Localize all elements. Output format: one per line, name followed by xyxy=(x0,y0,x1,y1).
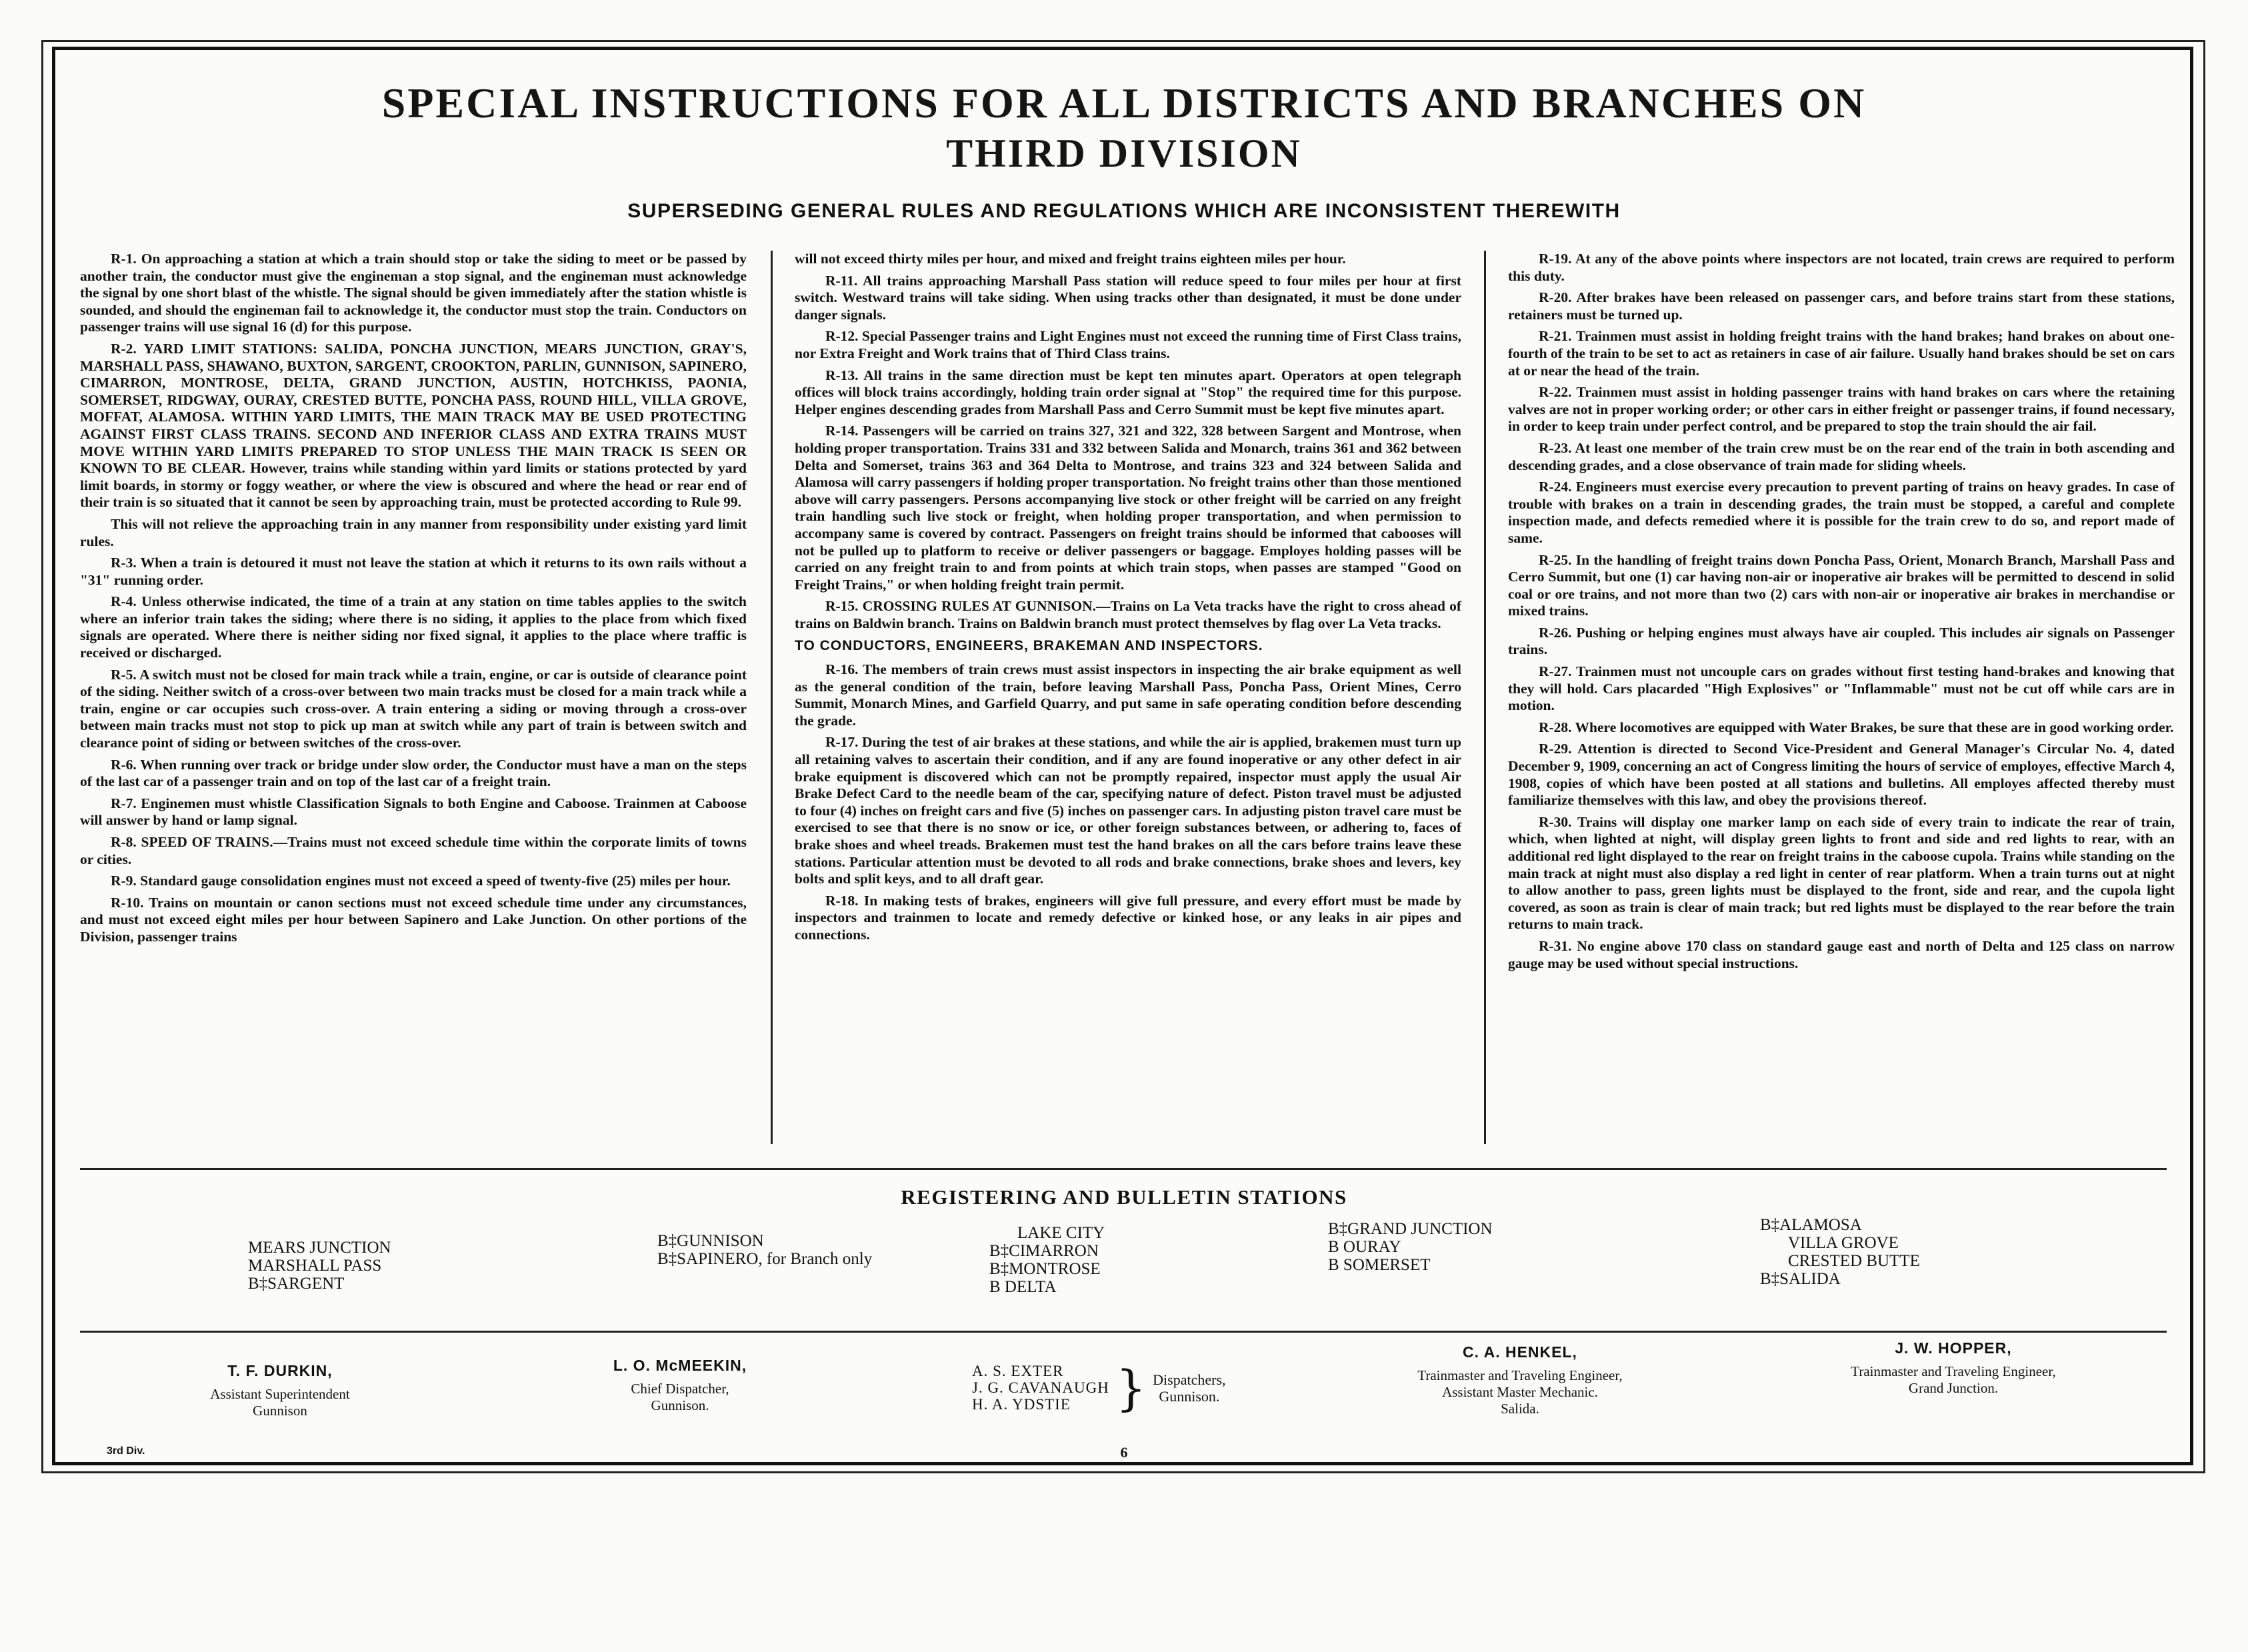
rule-paragraph: R-22. Trainmen must assist in holding passenger trains with hand brakes on cars where the retaining valves are not in proper working order; or other cars in either freight or passenger trains, if found necessary, in order to keep train under perfect control, and be prepared to stop the train should the air fail. xyxy=(1508,384,2175,435)
page-title-line-2: THIRD DIVISION xyxy=(946,131,1302,175)
rule-paragraph: R-27. Trainmen must not uncouple cars on grades without first testing hand-brakes and knowing that they will hold. Cars placarded "High Explosives" or "Inflammable" must not be cut off while cars are in motion. xyxy=(1508,663,2175,714)
section-divider xyxy=(80,1168,2167,1170)
rule-paragraph: R-10. Trains on mountain or canon sections must not exceed schedule time under any circumstances, and must not exceed eight miles per hour between Sapinero and Lake Junction. On other portions of the Division, passenger trains xyxy=(80,894,747,945)
rule-paragraph: R-7. Enginemen must whistle Classification Signals to both Engine and Caboose. Trainmen at Caboose will answer by hand or lamp signal. xyxy=(80,795,747,829)
rule-paragraph: R-18. In making tests of brakes, engineers will give full pressure, and every effort must be made by inspectors and trainmen to locate and remedy defective or kinked hose, or any leaks in air pipes and connections. xyxy=(795,892,1461,943)
signatory-name: L. O. McMEEKIN, xyxy=(613,1357,747,1374)
station-name: LAKE CITY xyxy=(1017,1224,1105,1242)
rule-paragraph: R-17. During the test of air brakes at these stations, and while the air is applied, brakemen must turn up all retaining valves to ascertain their condition, and if any are found inoperative or any other defect in air brake equipment is discovered which can not be promptly repaired, inspector must apply the usual Air Brake Defect Card to the needle beam of the car, specifying nature of defect. Piston travel must be adjusted to four (4) inches on freight cars and five (5) inches on passenger cars. In adjusting piston travel care must be exercised to see that there is no snow or ice, or other foreign substances between, or adhering to, faces of brake shoes and wheel treads. Brakemen must test the hand brakes on all the cars before trains leave these stations. Particular attention must be devoted to all rods and brake connections, brake shoes and levers, key bolts and split keys, and to all draft gear. xyxy=(795,734,1461,887)
rule-paragraph: R-29. Attention is directed to Second Vice-President and General Manager's Circular No. 4, dated December 9, 1909, concerning an act of Congress limiting the hours of service of employes, effective March 4, 1908, copies of which have been posted at all stations and bulletins. All employes affected thereby must familiarize themselves with this law, and obey the provisions thereof. xyxy=(1508,741,2175,809)
station-group-3 xyxy=(989,1224,1105,1296)
rule-paragraph: R-24. Engineers must exercise every precaution to prevent parting of trains on heavy grades. In case of trouble with brakes on a train in descending grades, the train must be stopped, a careful and complete inspection made, and defects remedied where it is possible for the train crew to do so, and report made of same. xyxy=(1508,479,2175,546)
station-name: B‡SAPINERO, for Branch only xyxy=(657,1250,873,1268)
station-name: B‡ALAMOSA xyxy=(1760,1216,1862,1234)
page-number: 6 xyxy=(1120,1444,1128,1461)
signatory-title: Assistant Master Mechanic. xyxy=(1442,1384,1598,1400)
rule-paragraph: R-30. Trains will display one marker lamp on each side of every train to indicate the rear of train, which, when lighted at night, will display green lights to front and side and red lights to rear, with an additional red light displayed to the rear on freight trains in the caboose cupola. Trains while standing on the main track at night must also display a red light in center of rear platform. When a train turns out at night to allow another to pass, green lights must be displayed to the front, side and rear, and the cupola light covered, as soon as train is clear of main track; but red lights must be displayed to the rear before the train returns to main track. xyxy=(1508,813,2175,933)
signature-durkin xyxy=(153,1363,407,1419)
rule-paragraph: R-19. At any of the above points where inspectors are not located, train crews are required to perform this duty. xyxy=(1508,251,2175,284)
signatory-title: Assistant Superintendent xyxy=(210,1386,350,1402)
signatory-location: Gunnison. xyxy=(651,1397,709,1413)
dispatcher-name: H. A. YDSTIE xyxy=(972,1396,1071,1413)
rule-paragraph: R-28. Where locomotives are equipped with Water Brakes, be sure that these are in good working order. xyxy=(1539,719,2174,735)
rule-paragraph: R-23. At least one member of the train crew must be on the rear end of the train in both ascending and descending grades, and a close observance of train made for sliding wheels. xyxy=(1508,439,2175,473)
rule-paragraph: R-11. All trains approaching Marshall Pass station will reduce speed to four miles per hour at first switch. Westward trains will take siding. When using tracks other than designated, it must be done under danger signals. xyxy=(795,272,1461,323)
rule-paragraph: This will not relieve the approaching train in any manner from responsibility under existing yard limit rules. xyxy=(80,515,747,549)
rules-column-1 xyxy=(80,251,747,951)
signature-hopper xyxy=(1767,1340,2140,1397)
station-name: B‡CIMARRON xyxy=(989,1242,1099,1260)
signatory-name: T. F. DURKIN, xyxy=(227,1362,333,1379)
page-subtitle: SUPERSEDING GENERAL RULES AND REGULATIONS WHICH ARE INCONSISTENT THEREWITH xyxy=(627,200,1621,222)
rule-paragraph: R-3. When a train is detoured it must not leave the station at which it returns to its own rails without a "31" running order. xyxy=(80,555,747,588)
rule-paragraph: R-6. When running over track or bridge under slow order, the Conductor must have a man on the steps of the last car of a passenger train and on top of the last car of a freight train. xyxy=(80,756,747,790)
rule-paragraph: R-21. Trainmen must assist in holding freight trains with the hand brakes; hand brakes on about one-fourth of the train to be set to act as retainers in case of air failure. Usually hand brakes should be set on cars at or near the head of the train. xyxy=(1508,328,2175,379)
signature-dispatchers xyxy=(972,1359,1226,1416)
stations-heading: REGISTERING AND BULLETIN STATIONS xyxy=(901,1185,1347,1209)
rule-paragraph: R-4. Unless otherwise indicated, the time of a train at any station on time tables applies to the switch where an inferior train takes the siding; where there is no siding, it applies to the place from which fixed signals are operated. Where there is neither siding nor fixed signal, it applies to the place where traffic is received or discharged. xyxy=(80,593,747,661)
signatory-location: Grand Junction. xyxy=(1908,1380,1999,1396)
rule-paragraph: R-26. Pushing or helping engines must always have air coupled. This includes air signals on Passenger trains. xyxy=(1508,624,2175,658)
signatory-title: Trainmaster and Traveling Engineer, xyxy=(1417,1367,1623,1383)
rule-paragraph: R-1. On approaching a station at which a train should stop or take the siding to meet or be passed by another train, the conductor must give the engineman a stop signal, and the engineman must acknowledge the signal by one short blast of the whistle. The signal should be given immediately after the station whistle is sounded, and should the engineman fail to acknowledge it, the conductor must stop the train. Conductors on passenger trains will use signal 16 (d) for this purpose. xyxy=(80,251,747,335)
signatory-title: Chief Dispatcher, xyxy=(631,1381,729,1397)
station-name: B SOMERSET xyxy=(1328,1256,1431,1274)
dispatcher-name: A. S. EXTER xyxy=(972,1363,1064,1379)
station-name: B OURAY xyxy=(1328,1238,1401,1256)
rule-paragraph: R-15. CROSSING RULES AT GUNNISON.—Trains on La Veta tracks have the right to cross ahead of trains on Baldwin branch. Trains on Baldwin branch must protect themselves by flag over La Veta tracks. xyxy=(795,598,1461,631)
rule-paragraph: R-2. YARD LIMIT STATIONS: SALIDA, PONCHA JUNCTION, MEARS JUNCTION, GRAY'S, MARSHALL PASS, SHAWANO, BUXTON, SARGENT, CROOKTON, PARLIN, GUNNISON, SAPINERO, CIMARRON, MONTROSE, DELTA, GRAND JUNCTION, AUSTIN, HOTCHKISS, PAONIA, SOMERSET, RIDGWAY, OURAY, CRESTED BUTTE, PONCHA PASS, ROUND HILL, VILLA GROVE, MOFFAT, ALAMOSA. WITHIN YARD LIMITS, THE MAIN TRACK MAY BE USED PROTECTING AGAINST FIRST CLASS TRAINS. SECOND AND INFERIOR CLASS AND EXTRA TRAINS MUST MOVE WITHIN YARD LIMITS PREPARED TO STOP UNLESS THE MAIN TRACK IS SEEN OR KNOWN TO BE CLEAR. However, trains while standing within yard limits or stations protected by yard limit boards, in stormy or foggy weather, or where the view is obscured and where the head or rear end of their train is so situated that it cannot be seen by approaching train, must be protected according to Rule 99. xyxy=(80,340,747,511)
rules-column-3 xyxy=(1508,251,2175,977)
station-name: B‡SALIDA xyxy=(1760,1270,1841,1288)
rule-paragraph: R-9. Standard gauge consolidation engines must not exceed a speed of twenty-five (25) miles per hour. xyxy=(111,873,731,889)
rule-paragraph: R-13. All trains in the same direction must be kept ten minutes apart. Operators at open telegraph offices will block trains accordingly, holding train order signal at "Stop" the required time for this purpose. Helper engines descending grades from Marshall Pass and Cerro Summit must be kept five minutes apart. xyxy=(795,367,1461,417)
station-group-1 xyxy=(248,1239,391,1293)
dispatcher-name: J. G. CAVANAUGH xyxy=(972,1379,1109,1396)
rule-paragraph: R-12. Special Passenger trains and Light Engines must not exceed the running time of First Class trains, nor Extra Freight and Work trains that of Third Class trains. xyxy=(795,328,1461,361)
brace-glyph: } xyxy=(1115,1359,1147,1416)
section-divider xyxy=(80,1331,2167,1333)
rule-paragraph: R-16. The members of train crews must assist inspectors in inspecting the air brake equipment as well as the general condition of the train, before leaving Marshall Pass, Poncha Pass, Orient Mines, Cerro Summit, Monarch Mines, and Garfield Quarry, and put same in safe operating condition before descending the grade. xyxy=(795,661,1461,729)
signatory-name: J. W. HOPPER, xyxy=(1895,1339,2012,1357)
column-divider xyxy=(1484,251,1486,1144)
signatory-title: Trainmaster and Traveling Engineer, xyxy=(1851,1363,2056,1379)
station-group-5 xyxy=(1760,1216,1920,1288)
station-name: B DELTA xyxy=(989,1278,1057,1296)
station-group-2 xyxy=(657,1232,872,1268)
station-name: B‡GUNNISON xyxy=(657,1232,764,1250)
station-name: CRESTED BUTTE xyxy=(1788,1252,1920,1270)
dispatcher-title: Dispatchers, xyxy=(1153,1371,1226,1388)
signatory-location: Salida. xyxy=(1501,1401,1539,1417)
signatory-location: Gunnison xyxy=(253,1403,307,1419)
station-name: B‡GRAND JUNCTION xyxy=(1328,1220,1493,1238)
section-heading: TO CONDUCTORS, ENGINEERS, BRAKEMAN AND INSPECTORS. xyxy=(795,638,1263,654)
rule-paragraph: R-14. Passengers will be carried on trains 327, 321 and 322, 328 between Sargent and Montrose, when holding proper transportation. Trains 331 and 332 between Salida and Monarch, trains 361 and 362 between Delta and Somerset, trains 363 and 364 Delta to Montrose, and trains 323 and 324 between Salida and Alamosa will carry passengers if holding proper transportation. No freight trains other than those mentioned above will carry passengers. Persons accompanying live stock or other freight will be carried on any freight train handling such live stock or freight, when holding proper transportation, and when permission to accompany same is covered by contract. Passengers on freight trains should be informed that cabooses will not be pulled up to platform to receive or deliver passengers or baggage. Employes holding passes will be carried on any freight train to and from points at which train stops, when passes are stamped "Good on Freight Trains," or when holding freight train permit. xyxy=(795,423,1461,593)
rule-paragraph: R-5. A switch must not be closed for main track while a train, engine, or car is outside of clearance point of the siding. Neither switch of a cross-over between two main tracks must be closed for a main track while a train, engine or car occupies such cross-over. A train entering a siding or moving through a cross-over between main tracks must not stop to pick up man at switch while any part of train is between switch and clearance point of siding or between switches of the cross-over. xyxy=(80,666,747,751)
station-name: MEARS JUNCTION xyxy=(248,1239,391,1257)
rules-column-2 xyxy=(795,251,1461,949)
signatory-name: C. A. HENKEL, xyxy=(1463,1343,1577,1361)
rule-paragraph: R-20. After brakes have been released on passenger cars, and before trains start from these stations, retainers must be turned up. xyxy=(1508,289,2175,323)
rule-paragraph: R-31. No engine above 170 class on standard gauge east and north of Delta and 125 class on narrow gauge may be used without special instructions. xyxy=(1508,937,2175,971)
rule-paragraph: R-25. In the handling of freight trains down Poncha Pass, Orient, Monarch Branch, Marshall Pass and Cerro Summit, but one (1) car having non-air or inoperative air brakes will be permitted to descend in solid coal or ore trains, and not more than two (2) cars with non-air or inoperative air brakes in merchandise or mixed trains. xyxy=(1508,551,2175,619)
column-divider xyxy=(771,251,773,1144)
dispatcher-location: Gunnison. xyxy=(1159,1387,1220,1405)
page-title-line-1: SPECIAL INSTRUCTIONS FOR ALL DISTRICTS AND BRANCHES ON xyxy=(381,79,1867,127)
station-name: B‡MONTROSE xyxy=(989,1260,1101,1278)
station-name: B‡SARGENT xyxy=(248,1275,345,1293)
division-label: 3rd Div. xyxy=(107,1445,145,1457)
station-group-4 xyxy=(1328,1220,1493,1274)
rule-paragraph: will not exceed thirty miles per hour, and mixed and freight trains eighteen miles per hour. xyxy=(795,251,1346,267)
station-name: MARSHALL PASS xyxy=(248,1257,382,1275)
rule-paragraph: R-8. SPEED OF TRAINS.—Trains must not exceed schedule time within the corporate limits of towns or cities. xyxy=(80,834,747,867)
signature-henkel xyxy=(1333,1344,1707,1417)
signature-mcmeekin xyxy=(540,1357,820,1414)
station-name: VILLA GROVE xyxy=(1788,1234,1899,1252)
